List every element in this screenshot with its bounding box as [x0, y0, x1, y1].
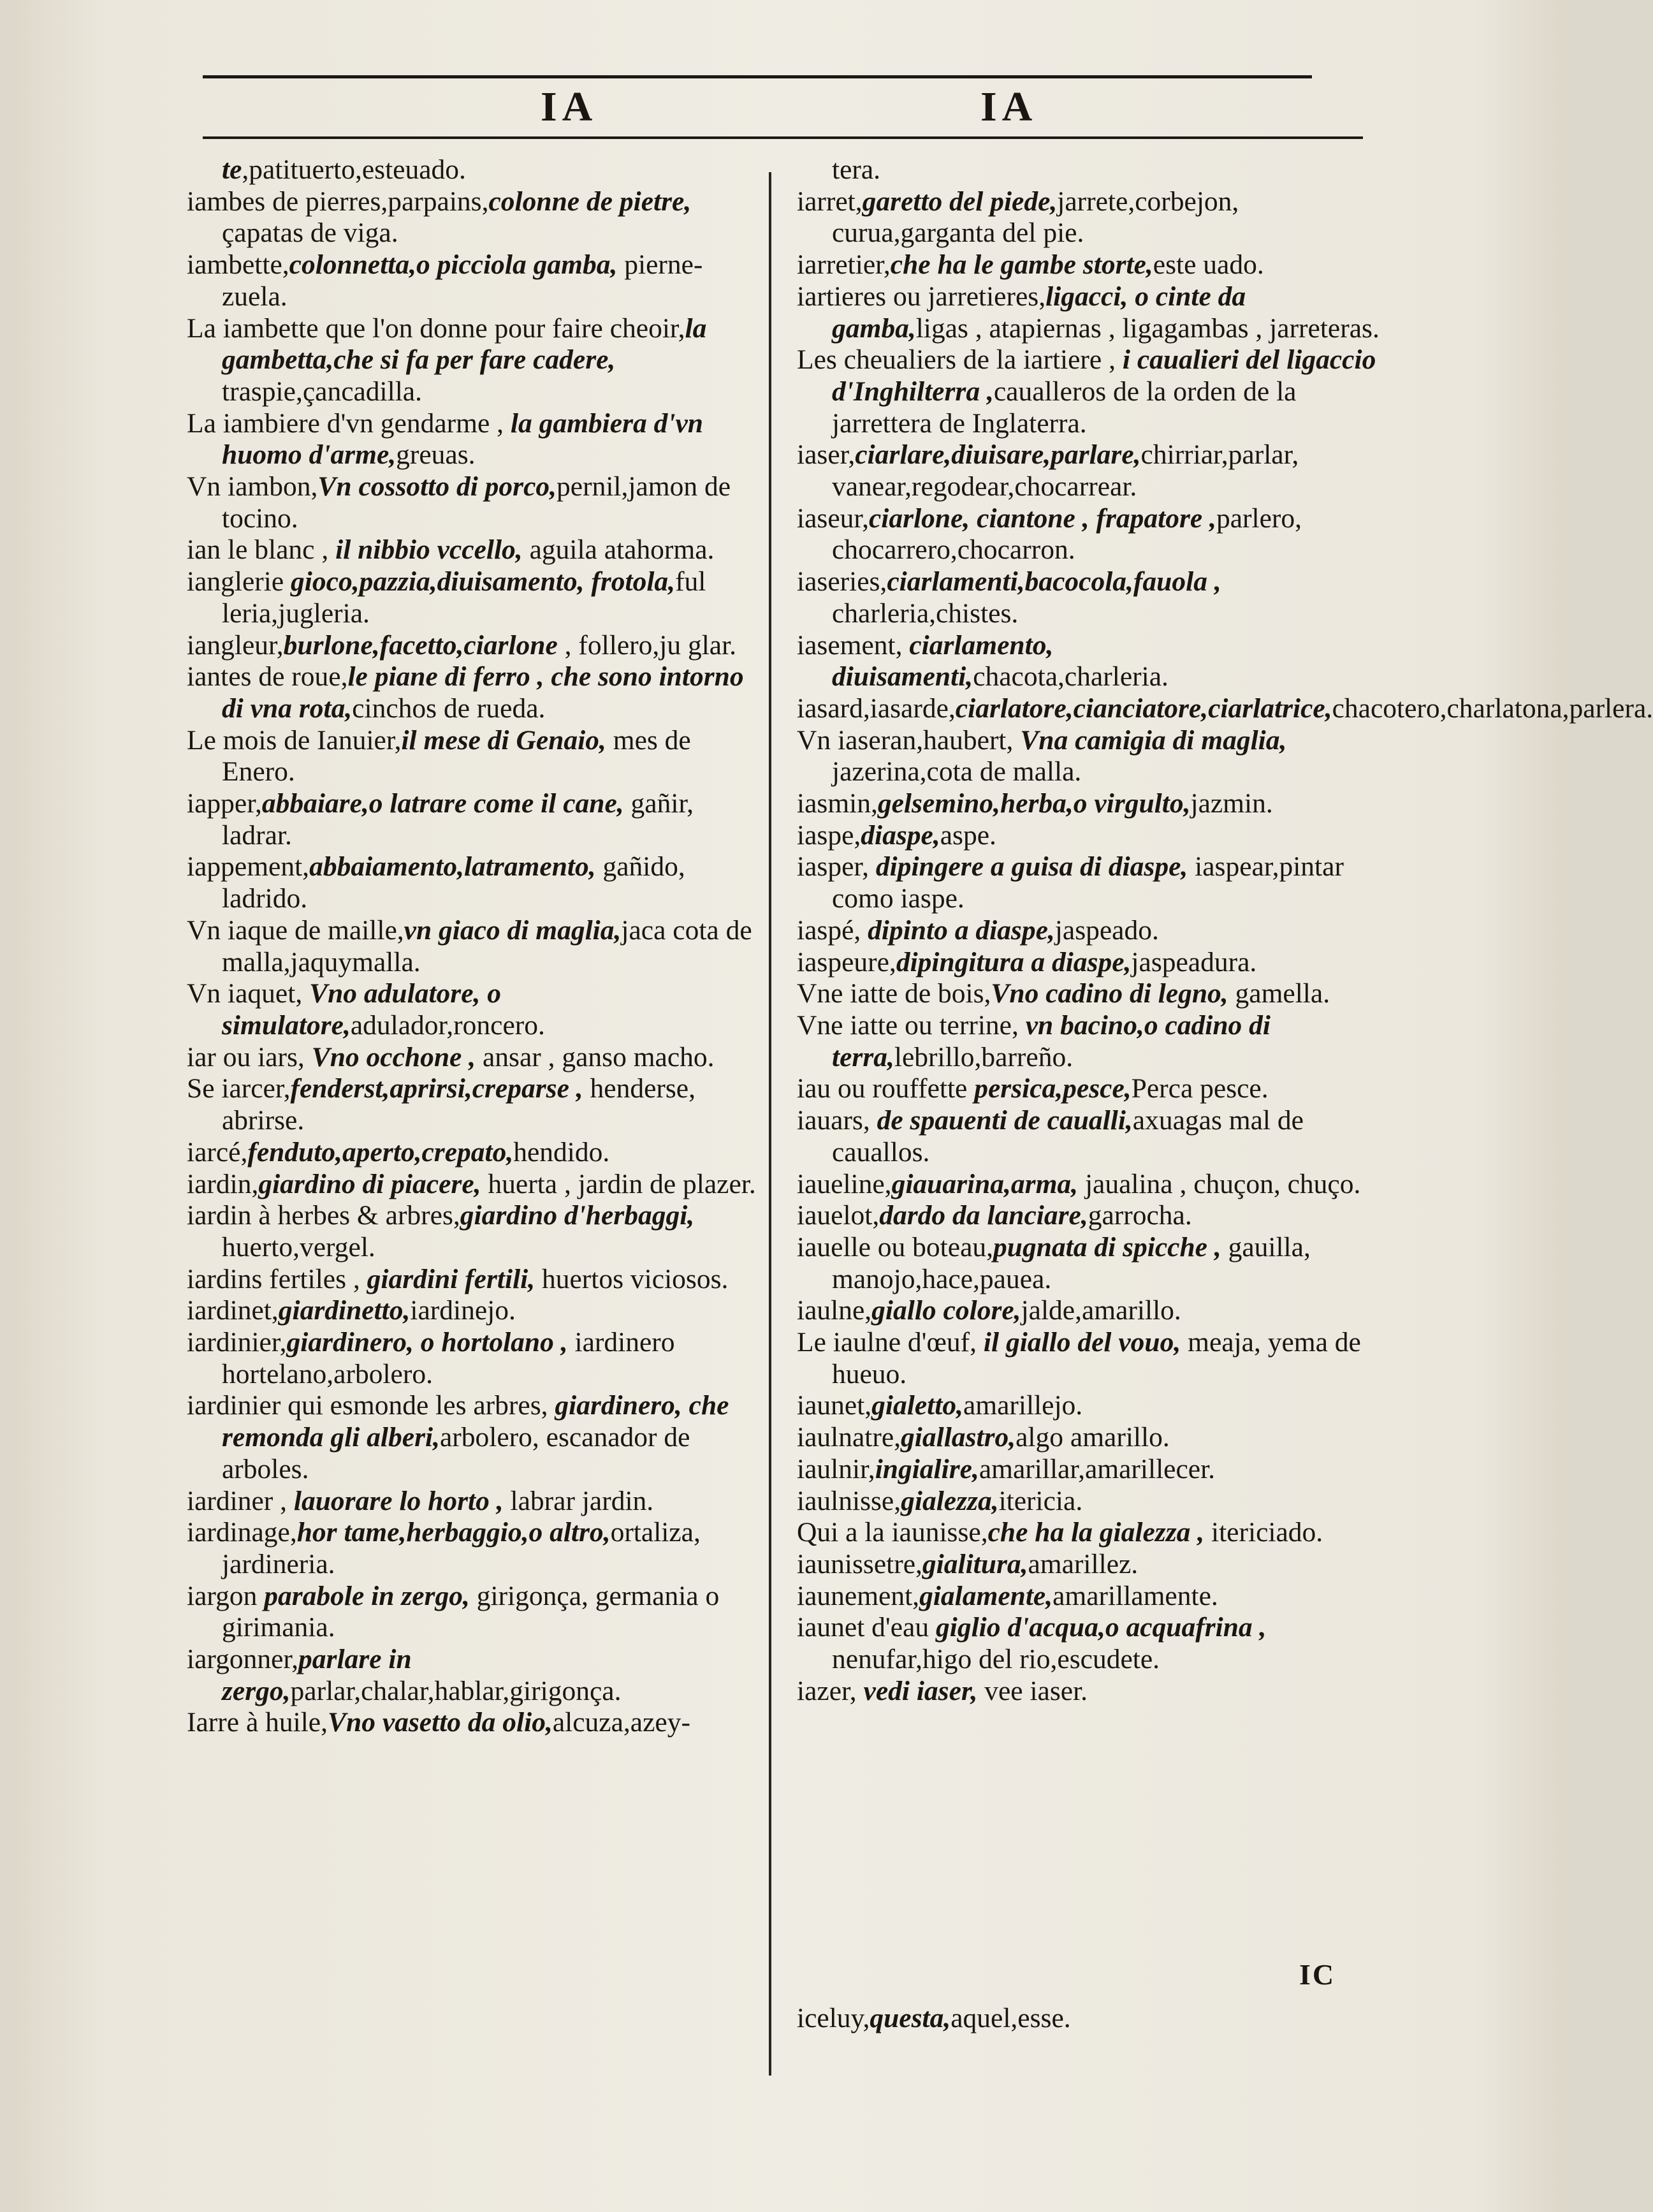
- dictionary-entry: [187, 725, 761, 788]
- entry-french: iau ou rouffette: [797, 1073, 975, 1104]
- entry-italian: parabole in zergo,: [264, 1580, 470, 1611]
- entry-italian: giallo colore,: [871, 1295, 1021, 1326]
- dictionary-entry: [797, 1200, 1383, 1232]
- entry-italian: vedi iaser,: [863, 1675, 978, 1706]
- dictionary-entry: [187, 566, 761, 629]
- entry-italian: ciarlamenti,bacocola,fauola ,: [887, 566, 1221, 597]
- entry-spanish: amarillar,amarillecer.: [979, 1453, 1216, 1484]
- entry-french: iaspeure,: [797, 946, 896, 978]
- dictionary-entry: [187, 1264, 761, 1296]
- entry-italian: persica,pesce,: [974, 1073, 1132, 1104]
- entry-french: iauelot,: [797, 1200, 880, 1231]
- entry-spanish: aguila atahorma.: [522, 534, 715, 566]
- entry-spanish: amarillamente.: [1052, 1580, 1218, 1611]
- dictionary-entry: [797, 788, 1383, 820]
- dictionary-entry: [187, 661, 761, 724]
- entry-spanish: charleria,chistes.: [832, 597, 1019, 629]
- entry-italian: colonnetta,o picciola gamba,: [289, 249, 618, 281]
- dictionary-entry: [187, 1169, 761, 1201]
- entry-french: iazer,: [797, 1675, 864, 1706]
- top-rule: [203, 75, 1312, 78]
- dictionary-entry: [797, 947, 1383, 979]
- entry-italian: Vno occhone ,: [311, 1041, 476, 1073]
- entry-french: Iarre à huile,: [187, 1707, 328, 1738]
- entry-spanish: labrar jardin.: [503, 1485, 654, 1516]
- dictionary-entry: [797, 154, 1383, 186]
- entry-spanish: este uado.: [1153, 249, 1264, 281]
- entry-italian: giardinero, che remonda gli alberi,: [222, 1390, 729, 1453]
- entry-french: iardinier,: [187, 1327, 287, 1358]
- entry-french: iarretier,: [797, 249, 891, 281]
- entry-italian: dipingere a guisa di diaspe,: [875, 851, 1188, 883]
- dictionary-entry: [797, 1295, 1383, 1327]
- entry-french: ian le blanc ,: [187, 534, 336, 566]
- entry-italian: giardini fertili,: [367, 1263, 535, 1294]
- entry-french: iaseur,: [797, 502, 869, 534]
- entry-italian: la gambiera d'vn huomo d'arme,: [222, 407, 703, 471]
- entry-spanish: girigonça, germania o girimania.: [222, 1580, 720, 1643]
- entry-spanish: huertos viciosos.: [535, 1263, 729, 1294]
- entry-french: iambes de pierres,parpains,: [187, 186, 489, 217]
- dictionary-entry: [187, 471, 761, 534]
- entry-french: iaunet,: [797, 1390, 872, 1421]
- entry-italian: vn giaco di maglia,: [404, 914, 622, 946]
- dictionary-entry: [797, 1169, 1383, 1201]
- entry-italian: il mese di Genaio,: [401, 724, 606, 756]
- dictionary-entry: [187, 313, 761, 408]
- entry-spanish: jaca cota de malla,jaquymalla.: [222, 914, 752, 978]
- entry-spanish: gauilla, manojo,hace,pauea.: [832, 1231, 1311, 1294]
- entry-spanish: iardinero hortelano,arbolero.: [222, 1327, 675, 1389]
- dictionary-entry: [187, 630, 761, 662]
- dictionary-entry: [797, 1105, 1383, 1168]
- dictionary-entry: [797, 503, 1383, 566]
- entry-french: iargonner,: [187, 1644, 299, 1675]
- entry-spanish: meaja, yema de hueuo.: [832, 1327, 1361, 1389]
- entry-spanish: ortaliza, jardineria.: [222, 1517, 701, 1579]
- entry-italian: Vna camigia di maglia,: [1020, 724, 1287, 756]
- entry-spanish: greuas.: [396, 439, 476, 471]
- entry-spanish: parlar,chalar,hablar,girigonça.: [290, 1675, 622, 1706]
- entry-spanish: jazerina,cota de malla.: [832, 756, 1082, 787]
- entry-italian: gialamente,: [919, 1580, 1053, 1611]
- entry-french: iardinier qui esmonde les arbres,: [187, 1390, 555, 1421]
- dictionary-entry: [187, 978, 761, 1041]
- dictionary-entry: [797, 725, 1383, 788]
- entry-french: iasper,: [797, 851, 876, 883]
- entry-spanish: traspie,çancadilla.: [222, 376, 422, 407]
- entry-spanish: adulador,roncero.: [350, 1009, 545, 1041]
- entry-italian: ciarlatore,cianciatore,ciarlatrice,: [955, 692, 1332, 724]
- entry-spanish: chacotero,charlatona,parlera.: [1332, 692, 1653, 724]
- entry-french: iar ou iars,: [187, 1041, 312, 1073]
- entry-spanish: caualleros de la orden de la jarrettera de Inglaterra.: [832, 376, 1297, 439]
- entry-spanish: jalde,amarillo.: [1021, 1295, 1181, 1326]
- entry-spanish: cinchos de rueda.: [352, 692, 546, 724]
- entry-spanish: vee iaser.: [977, 1675, 1088, 1706]
- entry-italian: Vno adulatore, o simulatore,: [222, 978, 502, 1041]
- entry-italian: lauorare lo horto ,: [293, 1485, 504, 1516]
- entry-italian: la gambetta,che si fa per fare cadere,: [222, 312, 707, 376]
- entry-italian: il giallo del vouo,: [983, 1327, 1181, 1358]
- entry-french: iambette,: [187, 249, 289, 281]
- entry-french: La iambiere d'vn gendarme ,: [187, 407, 511, 439]
- entry-spanish: jarrete,corbejon, curua,garganta del pie.: [832, 186, 1239, 249]
- entry-italian: diaspe,: [861, 819, 940, 851]
- entry-french: iardin,: [187, 1168, 259, 1199]
- dictionary-entry: [187, 1707, 761, 1739]
- entry-french: iardins fertiles ,: [187, 1263, 367, 1294]
- entry-french: iaseries,: [797, 566, 887, 597]
- entry-italian: gialezza,: [901, 1485, 999, 1516]
- entry-french: Vne iatte ou terrine,: [797, 1009, 1026, 1041]
- dictionary-entry: [797, 1549, 1383, 1581]
- entry-french: iasard,iasarde,: [797, 692, 956, 724]
- entry-french: iaulnisse,: [797, 1485, 901, 1516]
- dictionary-entry: [187, 1390, 761, 1485]
- entry-italian: giglio d'acqua,o acquafrina ,: [936, 1612, 1267, 1643]
- entry-italian: gialetto,: [871, 1390, 963, 1421]
- dictionary-entry: [797, 249, 1383, 281]
- entry-french: iaulnatre,: [797, 1422, 901, 1453]
- entry-italian: colonne de pietre,: [488, 186, 692, 217]
- entry-italian: Vn cossotto di porco,: [317, 471, 557, 502]
- entry-italian: vn bacino,o cadino di terra,: [832, 1009, 1271, 1073]
- entry-italian: dardo da lanciare,: [879, 1200, 1088, 1231]
- running-head-right: IA: [980, 84, 1038, 130]
- entry-italian: garetto del piede,: [862, 186, 1058, 217]
- entry-spanish: amarillejo.: [963, 1390, 1083, 1421]
- entry-spanish: mes de Enero.: [222, 724, 691, 787]
- entry-spanish: huerto,vergel.: [222, 1231, 375, 1263]
- entry-spanish: aquel,esse.: [950, 2003, 1071, 2033]
- dictionary-entry: [187, 534, 761, 566]
- dictionary-entry: [187, 186, 761, 249]
- dictionary-entry: [797, 281, 1383, 344]
- entry-french: iaunissetre,: [797, 1548, 922, 1579]
- entry-french: iantes de roue,: [187, 661, 348, 692]
- column-divider: [769, 172, 771, 2076]
- entry-spanish: itericiado.: [1204, 1517, 1323, 1548]
- entry-spanish: ligas , atapiernas , ligagambas , jarreteras.: [915, 312, 1380, 344]
- entry-italian: Vno cadino di legno,: [991, 978, 1228, 1009]
- entry-spanish: jaspeadura.: [1131, 946, 1257, 978]
- entry-french: iappement,: [187, 851, 310, 883]
- entry-italian: ingialire,: [875, 1453, 979, 1484]
- dictionary-entry: [797, 1232, 1383, 1295]
- entry-italian: dipingitura a diaspe,: [896, 946, 1132, 978]
- dictionary-entry: [187, 1295, 761, 1327]
- entry-french: iarcé,: [187, 1136, 248, 1168]
- entry-french: iapper,: [187, 788, 262, 819]
- entry-spanish: algo amarillo.: [1016, 1422, 1170, 1453]
- dictionary-entry: [187, 1137, 761, 1169]
- entry-italian: giardino di piacere,: [258, 1168, 481, 1199]
- dictionary-entry: [187, 788, 761, 851]
- entry-french: Se iarcer,: [187, 1073, 291, 1104]
- dictionary-entry: [187, 1581, 761, 1644]
- entry-spanish: ful leria,jugleria.: [222, 566, 706, 629]
- dictionary-entry: [797, 1327, 1383, 1390]
- dictionary-entry: [797, 915, 1383, 947]
- entry-french: iauars,: [797, 1105, 877, 1136]
- entry-french: ianglerie: [187, 566, 291, 597]
- entry-french: iaser,: [797, 439, 856, 471]
- entry-italian: Vno vasetto da olio,: [327, 1707, 553, 1738]
- entry-french: iarret,: [797, 186, 863, 217]
- dictionary-entry: [187, 1486, 761, 1518]
- entry-spanish: jaualina , chuçon, chuço.: [1078, 1168, 1361, 1199]
- entry-italian: il nibbio vccello,: [335, 534, 523, 566]
- entry-italian: burlone,facetto,ciarlone: [283, 629, 558, 661]
- entry-spanish: parlero, chocarrero,chocarron.: [832, 502, 1302, 566]
- entry-french: Les cheualiers de la iartiere ,: [797, 344, 1123, 376]
- entry-italian: gialitura,: [922, 1548, 1028, 1579]
- dictionary-entry: [797, 851, 1383, 914]
- right-column: [797, 154, 1653, 1707]
- dictionary-entry: [797, 439, 1383, 502]
- dictionary-entry: [187, 1644, 761, 1707]
- dictionary-entry: [797, 1390, 1383, 1422]
- entry-italian: abbaiare,o latrare come il cane,: [261, 788, 624, 819]
- entry-french: La iambette que l'on donne pour faire cheoir,: [187, 312, 685, 344]
- entry-italian: ciarlone, ciantone , frapatore ,: [869, 502, 1216, 534]
- entry-spanish: gañir, ladrar.: [222, 788, 694, 851]
- section-heading-ic: IC: [1299, 1958, 1336, 1991]
- entry-french: iceluy,: [797, 2003, 870, 2033]
- entry-french: Le mois de Ianuier,: [187, 724, 402, 756]
- entry-italian: giallastro,: [901, 1422, 1016, 1453]
- dictionary-entry: [797, 1073, 1383, 1105]
- entry-spanish: alcuza,azey-: [552, 1707, 690, 1738]
- entry-italian: che ha la gialezza ,: [987, 1517, 1205, 1548]
- entry-italian: le piane di ferro , che sono intorno di vna rota,: [222, 661, 744, 724]
- entry-french: Vn iaque de maille,: [187, 914, 404, 946]
- entry-italian: ciarlamento, diuisamenti,: [832, 629, 1054, 692]
- entry-spanish: amarillez.: [1028, 1548, 1139, 1579]
- entry-french: iangleur,: [187, 629, 284, 661]
- header-rule: [203, 136, 1363, 139]
- entry-french: iasement,: [797, 629, 910, 661]
- entry-french: iardinage,: [187, 1517, 297, 1548]
- entry-spanish: hendido.: [513, 1136, 610, 1168]
- entry-spanish: aspe.: [940, 819, 996, 851]
- entry-french: Vne iatte de bois,: [797, 978, 991, 1009]
- entry-french: Vn iaseran,haubert,: [797, 724, 1021, 756]
- dictionary-entry: [187, 1073, 761, 1136]
- entry-spanish: itericia.: [998, 1485, 1083, 1516]
- dictionary-entry: [797, 1486, 1383, 1518]
- dictionary-entry: [187, 1200, 761, 1263]
- entry-french: iaueline,: [797, 1168, 892, 1199]
- entry-french: iaunet d'eau: [797, 1612, 936, 1643]
- dictionary-entry: [797, 1517, 1383, 1549]
- entry-spanish: iaspear,pintar como iaspe.: [832, 851, 1344, 914]
- dictionary-page: [11, 0, 1653, 2212]
- entry-italian: gelsemino,herba,o virgulto,: [877, 788, 1191, 819]
- entry-italian: parlare in zergo,: [222, 1644, 412, 1706]
- entry-spanish: çapatas de viga.: [222, 217, 398, 249]
- dictionary-entry: [187, 154, 761, 186]
- entry-spanish: jaspeado.: [1054, 914, 1159, 946]
- entry-french: iargon: [187, 1580, 265, 1611]
- entry-french: iaspe,: [797, 819, 861, 851]
- entry-spanish: , follero,ju glar.: [557, 629, 737, 661]
- entry-italian: giardino d'herbaggi,: [460, 1200, 695, 1231]
- entry-spanish: ,patituerto,esteuado.: [242, 154, 466, 185]
- entry-italian: giauarina,arma,: [891, 1168, 1079, 1199]
- dictionary-entry: [797, 186, 1383, 249]
- entry-italian: questa,: [870, 2003, 951, 2033]
- entry-spanish: tera.: [832, 154, 881, 185]
- entry-french: iartieres ou jarretieres,: [797, 281, 1046, 312]
- entry-french: iardin à herbes & arbres,: [187, 1200, 460, 1231]
- dictionary-entry: [187, 249, 761, 312]
- dictionary-entry: [797, 692, 1653, 725]
- entry-spanish: chacota,charleria.: [973, 661, 1169, 692]
- entry-french: iardiner ,: [187, 1485, 294, 1516]
- footer-entry: [797, 2002, 1071, 2034]
- entry-french: iardinet,: [187, 1295, 279, 1326]
- entry-spanish: ansar , ganso macho.: [476, 1041, 715, 1073]
- entry-italian: dipinto a diaspe,: [868, 914, 1055, 946]
- entry-italian: abbaiamento,latramento,: [309, 851, 596, 883]
- entry-spanish: axuagas mal de cauallos.: [832, 1105, 1304, 1168]
- entry-italian: hor tame,herbaggio,o altro,: [296, 1517, 611, 1548]
- entry-french: iasmin,: [797, 788, 878, 819]
- entry-french: iauelle ou boteau,: [797, 1231, 994, 1263]
- dictionary-entry: [797, 1581, 1383, 1613]
- dictionary-entry: [187, 851, 761, 914]
- dictionary-entry: [797, 344, 1383, 439]
- dictionary-entry: [797, 978, 1383, 1010]
- dictionary-entry: [187, 1327, 761, 1390]
- entry-italian: giardinero, o hortolano ,: [286, 1327, 568, 1358]
- entry-italian: fenduto,aperto,crepato,: [247, 1136, 514, 1168]
- dictionary-entry: [797, 566, 1383, 629]
- left-column: [187, 154, 761, 1739]
- entry-french: Qui a la iaunisse,: [797, 1517, 988, 1548]
- running-head-left: IA: [541, 84, 598, 130]
- entry-spanish: huerta , jardin de plazer.: [481, 1168, 756, 1199]
- entry-french: iaunement,: [797, 1580, 920, 1611]
- entry-italian: che ha le gambe storte,: [890, 249, 1153, 281]
- dictionary-entry: [187, 1517, 761, 1580]
- entry-italian: te: [222, 154, 242, 185]
- entry-french: iaulne,: [797, 1295, 872, 1326]
- dictionary-entry: [797, 1454, 1383, 1486]
- entry-spanish: garrocha.: [1088, 1200, 1192, 1231]
- dictionary-entry: [797, 630, 1383, 693]
- entry-french: Le iaulne d'œuf,: [797, 1327, 984, 1358]
- entry-italian: gioco,pazzia,diuisamento, frotola,: [291, 566, 676, 597]
- dictionary-entry: [187, 915, 761, 978]
- entry-spanish: gamella.: [1228, 978, 1330, 1009]
- entry-french: Vn iambon,: [187, 471, 318, 502]
- dictionary-entry: [797, 1612, 1383, 1675]
- dictionary-entry: [187, 1042, 761, 1074]
- entry-spanish: arbolero, escanador de arboles.: [222, 1422, 690, 1484]
- entry-french: iaspé,: [797, 914, 868, 946]
- dictionary-entry: [797, 1676, 1383, 1708]
- entry-italian: fenderst,aprirsi,creparse ,: [290, 1073, 583, 1104]
- entry-french: Vn iaquet,: [187, 978, 310, 1009]
- entry-spanish: lebrillo,barreño.: [894, 1041, 1074, 1073]
- entry-spanish: pierne-zuela.: [222, 249, 703, 312]
- dictionary-entry: [797, 1010, 1383, 1073]
- entry-italian: pugnata di spicche ,: [993, 1231, 1221, 1263]
- entry-spanish: Perca pesce.: [1131, 1073, 1269, 1104]
- dictionary-entry: [187, 408, 761, 471]
- entry-spanish: gañido, ladrido.: [222, 851, 685, 914]
- entry-italian: i caualieri del ligaccio d'Inghilterra ,: [832, 344, 1376, 407]
- entry-spanish: henderse, abrirse.: [222, 1073, 695, 1136]
- entry-spanish: jazmin.: [1190, 788, 1273, 819]
- entry-italian: ligacci, o cinte da gamba,: [832, 281, 1246, 344]
- entry-spanish: pernil,jamon de tocino.: [222, 471, 731, 534]
- dictionary-entry: [797, 1422, 1383, 1454]
- entry-spanish: chirriar,parlar, vanear,regodear,chocarrear.: [832, 439, 1299, 502]
- entry-french: iaulnir,: [797, 1453, 875, 1484]
- dictionary-entry: [797, 820, 1383, 852]
- entry-italian: de spauenti de caualli,: [877, 1105, 1133, 1136]
- entry-spanish: iardinejo.: [410, 1295, 516, 1326]
- entry-spanish: nenufar,higo del rio,escudete.: [832, 1644, 1160, 1675]
- entry-italian: ciarlare,diuisare,parlare,: [855, 439, 1141, 471]
- entry-italian: giardinetto,: [278, 1295, 411, 1326]
